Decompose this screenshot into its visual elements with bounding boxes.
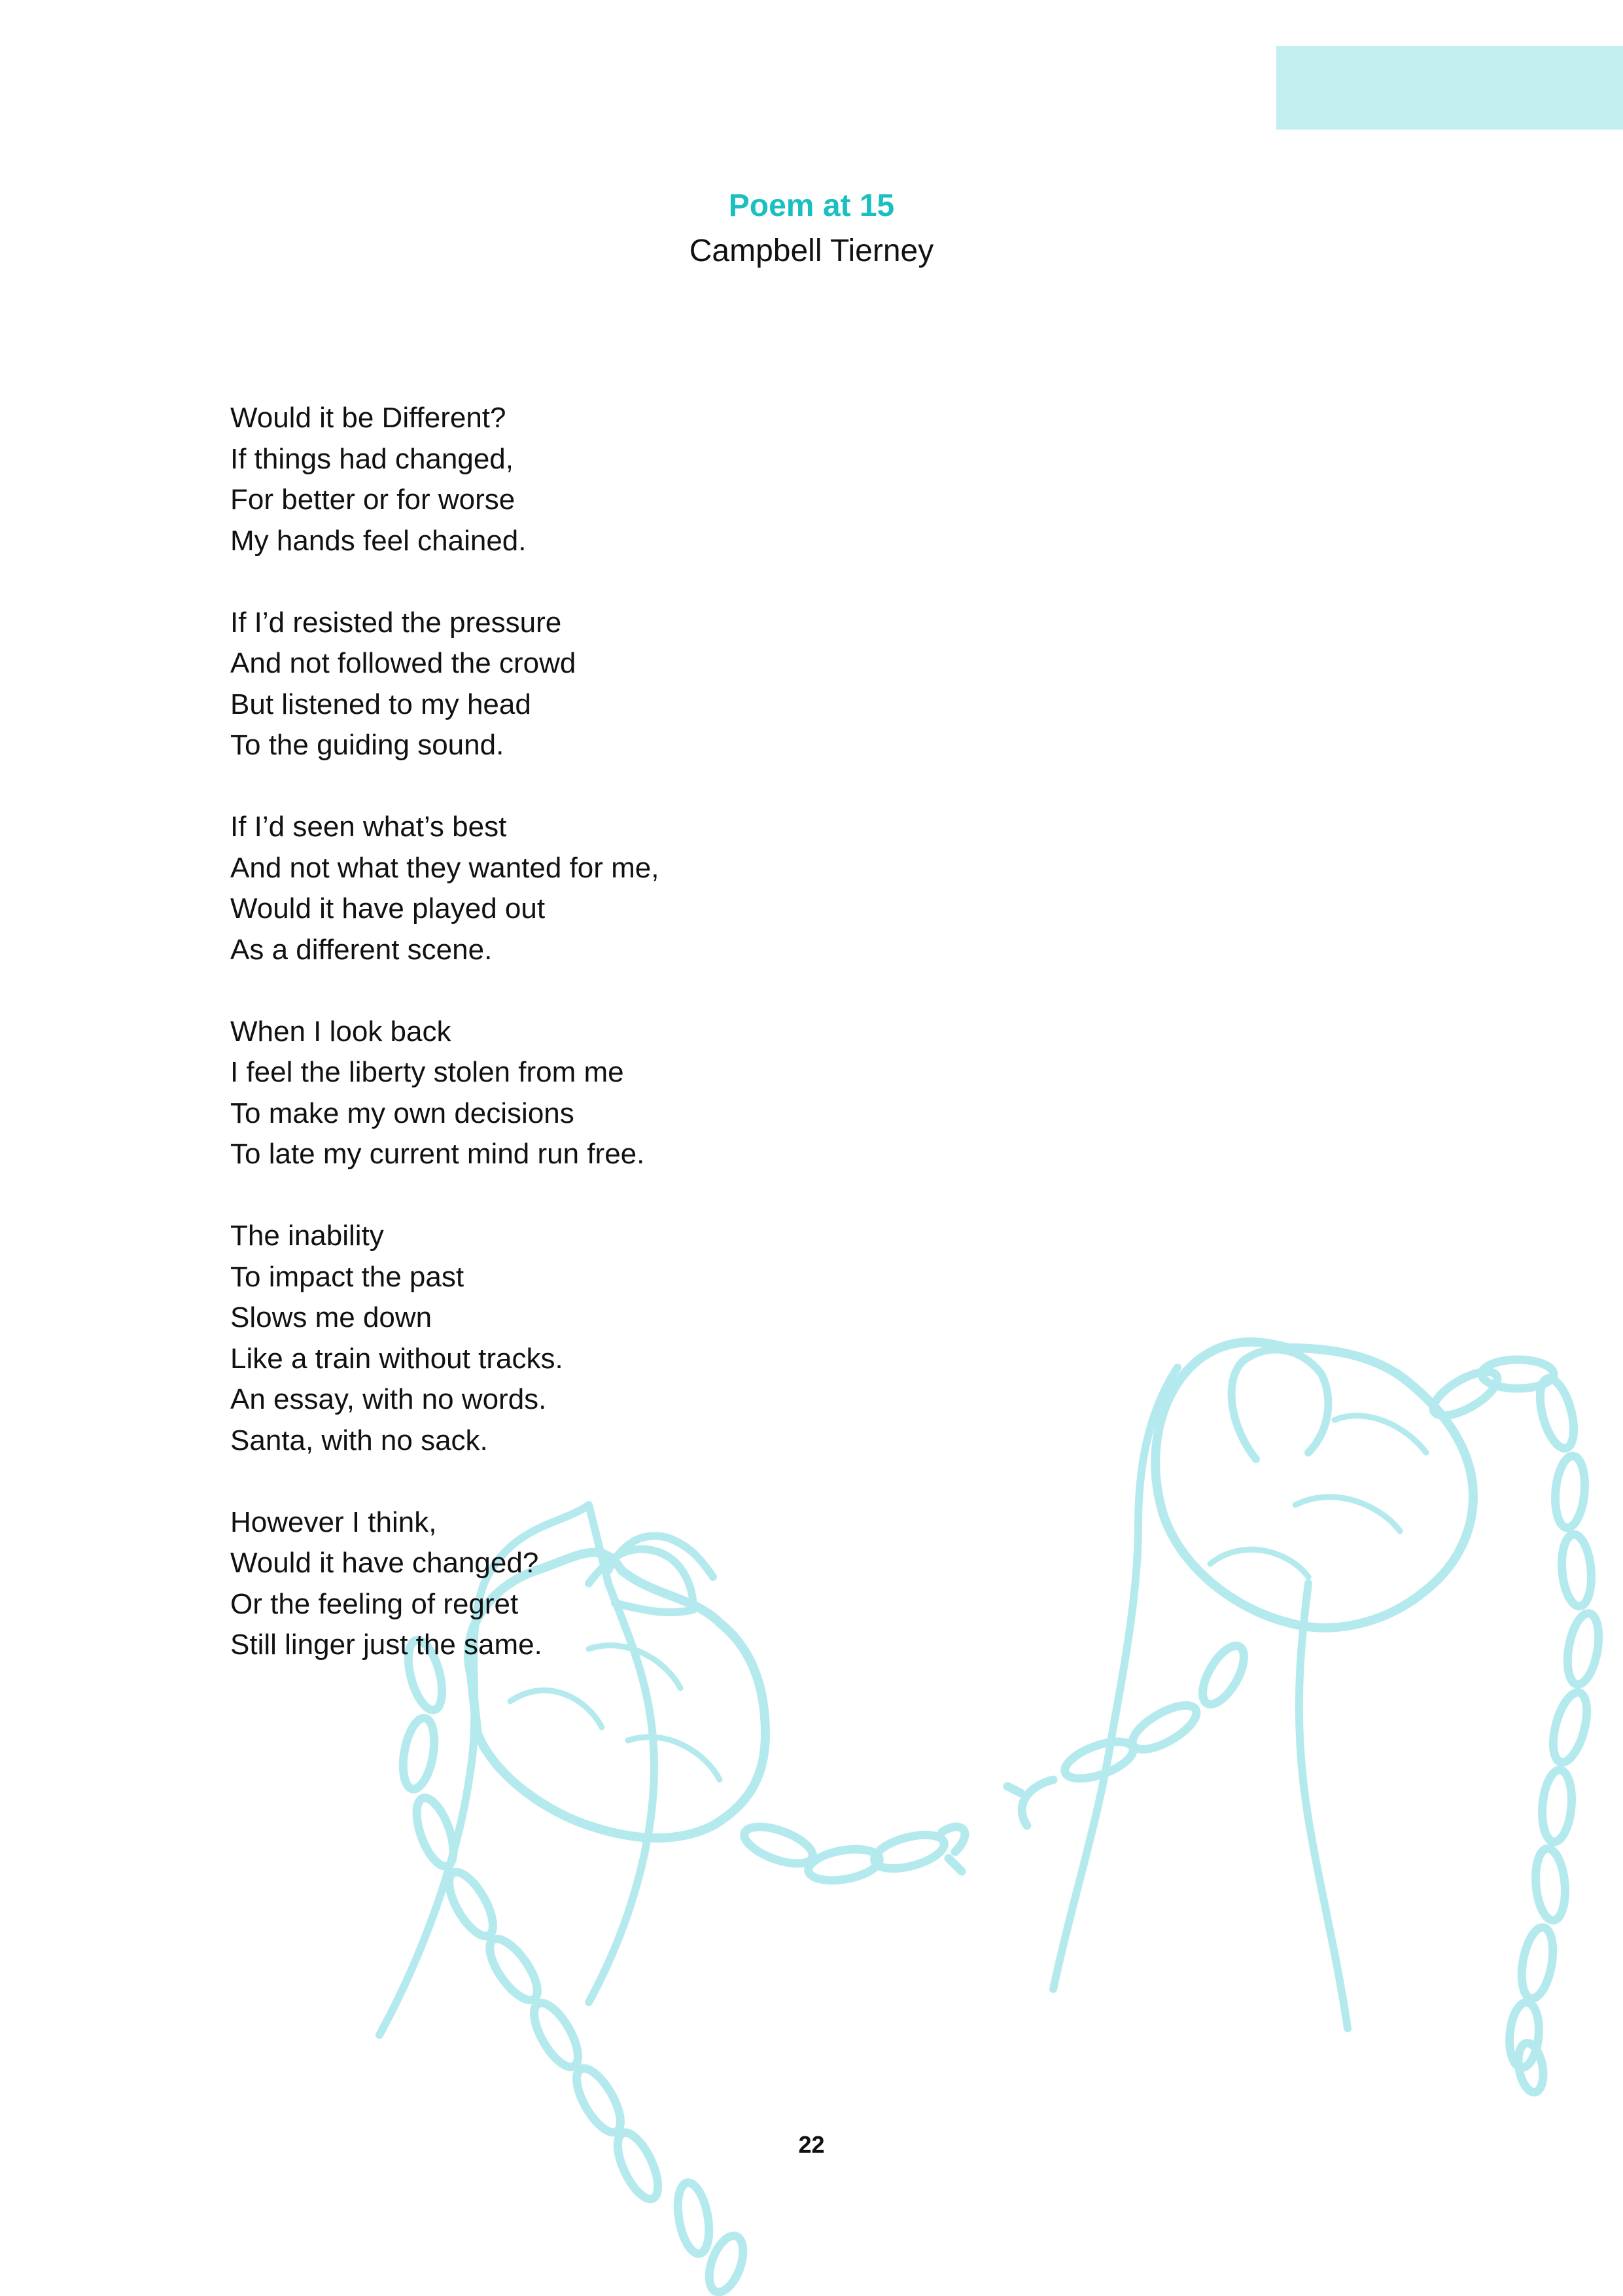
poem-line: And not followed the crowd (230, 647, 576, 679)
poem-line: Would it have changed? (230, 1547, 539, 1579)
poem-line: When I look back (230, 1015, 451, 1048)
right-fist (1155, 1342, 1473, 1628)
poem-line: To make my own decisions (230, 1097, 574, 1129)
poem-body (230, 398, 1146, 1706)
poem-author: Campbell Tierney (689, 234, 934, 268)
poem-line: Like a train without tracks. (230, 1342, 563, 1375)
poem-line: I feel the liberty stolen from me (230, 1056, 624, 1088)
poem-line: But listened to my head (230, 688, 531, 720)
poem-line: If I’d resisted the pressure (230, 606, 562, 639)
poem-line: To the guiding sound. (230, 729, 504, 761)
right-chain (1427, 1360, 1603, 2094)
poem-line: An essay, with no words. (230, 1383, 547, 1415)
poem-title: Poem at 15 (728, 188, 895, 223)
stanza (230, 603, 1146, 766)
poem-line: The inability (230, 1220, 384, 1252)
left-chain-broken (740, 1820, 965, 1886)
poem-line: For better or for worse (230, 484, 515, 516)
poem-line: To late my current mind run free. (230, 1138, 645, 1170)
poem-line: And not what they wanted for me, (230, 851, 659, 884)
stanza (230, 1216, 1146, 1461)
poem-line: Still linger just the same. (230, 1629, 542, 1661)
poem-line: To impact the past (230, 1260, 464, 1293)
stanza (230, 398, 1146, 561)
poem-line: Would it be Different? (230, 402, 506, 434)
poem-line: Slows me down (230, 1301, 432, 1333)
poem-line: If things had changed, (230, 442, 514, 475)
poem-line: Would it have played out (230, 892, 546, 925)
poem-line: If I’d seen what’s best (230, 811, 507, 843)
stanza (230, 1502, 1146, 1666)
poem-line: Santa, with no sack. (230, 1424, 488, 1457)
stanza (230, 807, 1146, 970)
stanza (230, 1012, 1146, 1175)
poem-line: Or the feeling of regret (230, 1587, 519, 1620)
poem-line: My hands feel chained. (230, 524, 527, 557)
page-number: 22 (798, 2131, 825, 2158)
left-chain (398, 1636, 750, 2296)
right-thumb (1232, 1350, 1329, 1459)
poem-line: As a different scene. (230, 933, 493, 966)
poem-line: However I think, (230, 1506, 437, 1538)
